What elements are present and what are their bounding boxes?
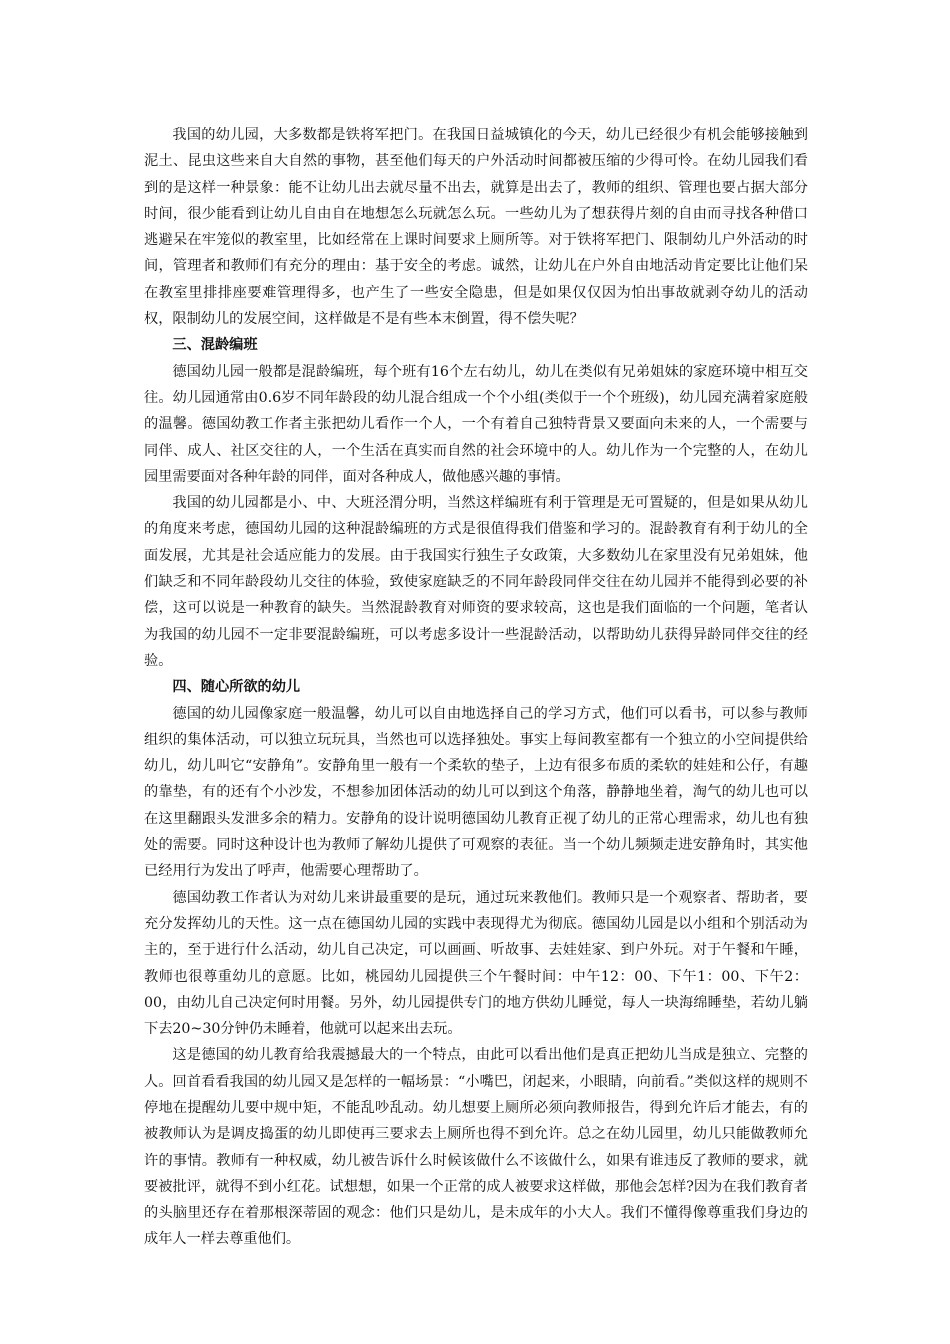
paragraph: 我国的幼儿园都是小、中、大班泾渭分明，当然这样编班有利于管理是无可置疑的，但是如果从幼儿的角度来考虑，德国幼儿园的这种混龄编班的方式是很值得我们借鉴和学习的。混龄教育有利于幼儿的全面发展，尤其是社会适应能力的发展。由于我国实行独生子女政策，大多数幼儿在家里没有兄弟姐妹，他们缺乏和不同年龄段幼儿交往的体验，致使家庭缺乏的不同年龄段同伴交往在幼儿园并不能得到必要的补偿，这可以说是一种教育的缺失。当然混龄教育对师资的要求较高，这也是我们面临的一个问题，笔者认为我国的幼儿园不一定非要混龄编班，可以考虑多设计一些混龄活动，以帮助幼儿获得异龄同伴交往的经验。 [144, 495, 808, 669]
document-page [144, 122, 808, 1253]
section-heading: 四、随心所欲的幼儿 [172, 679, 301, 696]
paragraph: 我国的幼儿园，大多数都是铁将军把门。在我国日益城镇化的今天，幼儿已经很少有机会能够接触到泥土、昆虫这些来自大自然的事物，甚至他们每天的户外活动时间都被压缩的少得可怜。在幼儿园我们看到的是这样一种景象：能不让幼儿出去就尽量不出去，就算是出去了，教师的组织、管理也要占据大部分时间，很少能看到让幼儿自由自在地想怎么玩就怎么玩。一些幼儿为了想获得片刻的自由而寻找各种借口逃避呆在牢笼似的教室里，比如经常在上课时间要求上厕所等。对于铁将军把门、限制幼儿户外活动的时间，管理者和教师们有充分的理由：基于安全的考虑。诚然，让幼儿在户外自由地活动肯定要比让他们呆在教室里排排座要难管理得多，也产生了一些安全隐患，但是如果仅仅因为怕出事故就剥夺幼儿的活动权，限制幼儿的发展空间，这样做是不是有些本末倒置，得不偿失呢？ [144, 127, 808, 328]
paragraph: 这是德国的幼儿教育给我震撼最大的一个特点，由此可以看出他们是真正把幼儿当成是独立、完整的人。回首看看我国的幼儿园又是怎样的一幅场景：“小嘴巴，闭起来，小眼睛，向前看。”类似这样的规则不停地在提醒幼儿要中规中矩，不能乱吵乱动。幼儿想要上厕所必须向教师报告，得到允许后才能去，有的被教师认为是调皮捣蛋的幼儿即使再三要求去上厕所也得不到允许。总之在幼儿园里，幼儿只能做教师允许的事情。教师有一种权威，幼儿被告诉什么时候该做什么不该做什么，如果有谁违反了教师的要求，就要被批评，就得不到小红花。试想想，如果一个正常的成人被要求这样做，那他会怎样?因为在我们教育者的头脑里还存在着那根深蒂固的观念：他们只是幼儿，是未成年的小大人。我们不懂得像尊重我们身边的成年人一样去尊重他们。 [144, 1047, 808, 1248]
paragraph: 德国幼教工作者认为对幼儿来讲最重要的是玩，通过玩来教他们。教师只是一个观察者、帮助者，要充分发挥幼儿的天性。这一点在德国幼儿园的实践中表现得尤为彻底。德国幼儿园是以小组和个别活动为主的，至于进行什么活动，幼儿自己决定，可以画画、听故事、去娃娃家、到户外玩。对于午餐和午睡，教师也很尊重幼儿的意愿。比如，桃园幼儿园提供三个午餐时间：中午12：00、下午1：00、下午2：00，由幼儿自己决定何时用餐。另外，幼儿园提供专门的地方供幼儿睡觉，每人一块海绵睡垫，若幼儿躺下去20~30分钟仍未睡着，他就可以起来出去玩。 [144, 889, 808, 1038]
section-heading: 三、混龄编班 [172, 337, 258, 354]
paragraph: 德国的幼儿园像家庭一般温馨，幼儿可以自由地选择自己的学习方式，他们可以看书，可以参与教师组织的集体活动，可以独立玩玩具，当然也可以选择独处。事实上每间教室都有一个独立的小空间提供给幼儿，幼儿叫它“安静角”。安静角里一般有一个柔软的垫子，上边有很多布质的柔软的娃娃和公仔，有趣的靠垫，有的还有个小沙发，不想参加团体活动的幼儿可以到这个角落，静静地坐着，淘气的幼儿也可以在这里翻跟头发泄多余的精力。安静角的设计说明德国幼儿教育正视了幼儿的正常心理需求，幼儿也有独处的需要。同时这种设计也为教师了解幼儿提供了可观察的表征。当一个幼儿频频走进安静角时，其实他已经用行为发出了呼声，他需要心理帮助了。 [144, 705, 808, 880]
paragraph: 德国幼儿园一般都是混龄编班，每个班有16个左右幼儿，幼儿在类似有兄弟姐妹的家庭环境中相互交往。幼儿园通常由0.6岁不同年龄段的幼儿混合组成一个个小组(类似于一个个班级)，幼儿园充满着家庭般的温馨。德国幼教工作者主张把幼儿看作一个人，一个有着自己独特背景又要面向未来的人，一个需要与同伴、成人、社区交往的人，一个生活在真实而自然的社会环境中的人。幼儿作为一个完整的人，在幼儿园里需要面对各种年龄的同伴，面对各种成人，做他感兴趣的事情。 [144, 363, 808, 485]
